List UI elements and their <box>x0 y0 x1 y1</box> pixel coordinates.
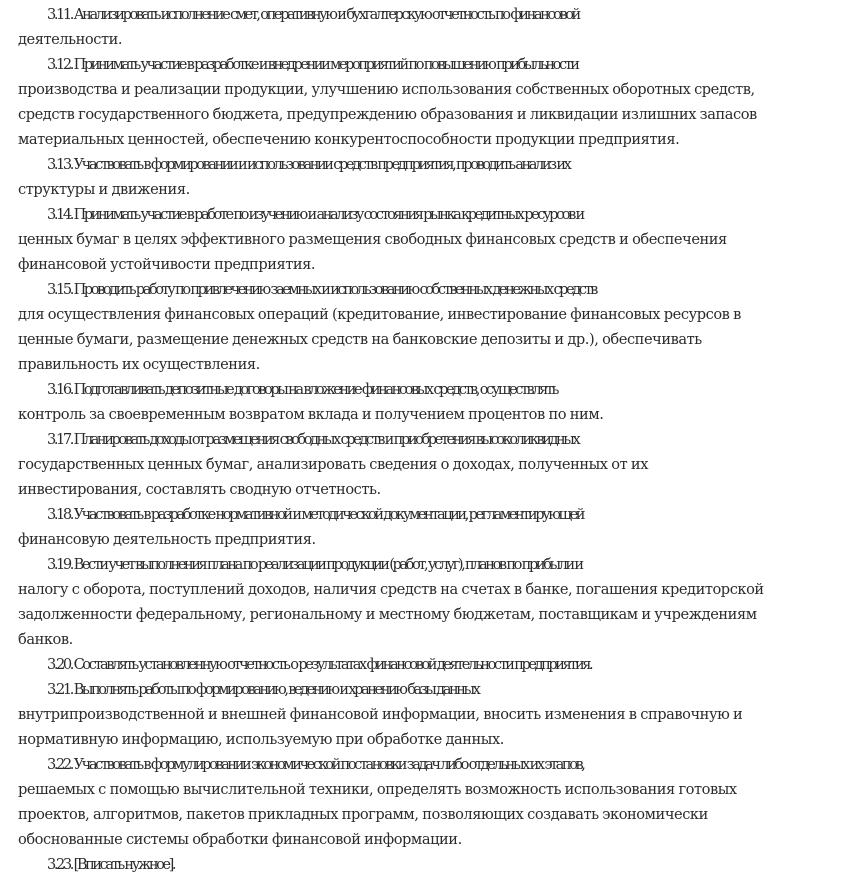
paragraph-line: 3.13. Участвовать в формировании и использовании средств предприятия, проводить анализ их <box>47 156 570 173</box>
paragraph-line: 3.21. Выполнять работы по формированию, ведению и хранению базы данных <box>47 681 479 698</box>
paragraph-line: 3.11. Анализировать исполнение смет, оперативную и бухгалтерскую отчетность по финансовой <box>47 6 579 23</box>
paragraph-line: 3.17. Планировать доходы от размещения свободных средств и приобретения высоколиквидных <box>47 431 579 448</box>
paragraph-line: производства и реализации продукции, улучшению использования собственных оборотных средств, <box>18 81 755 98</box>
paragraph-line: ценные бумаги, размещение денежных средств на банковские депозиты и др.), обеспечивать <box>18 331 702 348</box>
paragraph-line: задолженности федеральному, региональному и местному бюджетам, поставщикам и учреждениям <box>18 606 757 623</box>
paragraph-3-19 <box>18 552 860 652</box>
paragraph-line: деятельности. <box>18 31 123 48</box>
paragraph-line: решаемых с помощью вычислительной техники, определять возможность использования готовых <box>18 781 737 798</box>
paragraph-line: банков. <box>18 631 73 648</box>
paragraph-line: для осуществления финансовых операций (кредитование, инвестирование финансовых ресурсов в <box>18 306 741 323</box>
paragraph-3-23 <box>18 852 860 877</box>
paragraph-line: государственных ценных бумаг, анализировать сведения о доходах, полученных от их <box>18 456 648 473</box>
document-body <box>18 2 860 877</box>
paragraph-line: финансовую деятельность предприятия. <box>18 531 316 548</box>
paragraph-3-22 <box>18 752 860 852</box>
paragraph-3-15 <box>18 277 860 377</box>
paragraph-3-21 <box>18 677 860 752</box>
paragraph-line: обоснованные системы обработки финансовой информации. <box>18 831 462 848</box>
paragraph-line: налогу с оборота, поступлений доходов, наличия средств на счетах в банке, погашения кредиторской <box>18 581 764 598</box>
paragraph-line: 3.16. Подготавливать депозитные договоры на вложение финансовых средств, осуществлять <box>47 381 558 398</box>
paragraph-3-17 <box>18 427 860 502</box>
paragraph-line: правильность их осуществления. <box>18 356 260 373</box>
paragraph-3-12 <box>18 52 860 152</box>
paragraph-line: 3.15. Проводить работу по привлечению заемных и использованию собственных денежных средств <box>47 281 596 298</box>
paragraph-3-20 <box>18 652 860 677</box>
paragraph-3-16 <box>18 377 860 427</box>
paragraph-line: нормативную информацию, используемую при обработке данных. <box>18 731 504 748</box>
paragraph-3-11 <box>18 2 860 52</box>
paragraph-line: внутрипроизводственной и внешней финансовой информации, вносить изменения в справочную и <box>18 706 743 723</box>
paragraph-line: 3.23. [Вписать нужное]. <box>47 856 175 873</box>
paragraph-line: проектов, алгоритмов, пакетов прикладных программ, позволяющих создавать экономически <box>18 806 708 823</box>
paragraph-line: 3.14. Принимать участие в работе по изучению и анализу состояния рынка кредитных ресурсов и <box>47 206 583 223</box>
paragraph-line: 3.12. Принимать участие в разработке и внедрении мероприятий по повышению прибыльности <box>47 56 578 73</box>
paragraph-3-18 <box>18 502 860 552</box>
paragraph-line: 3.19. Вести учет выполнения плана по реализации продукции (работ, услуг), планов по прибыли и <box>47 556 582 573</box>
paragraph-line: материальных ценностей, обеспечению конкурентоспособности продукции предприятия. <box>18 131 680 148</box>
paragraph-line: средств государственного бюджета, предупреждению образования и ликвидации излишних запасов <box>18 106 757 123</box>
paragraph-line: структуры и движения. <box>18 181 190 198</box>
paragraph-3-13 <box>18 152 860 202</box>
paragraph-line: контроль за своевременным возвратом вклада и получением процентов по ним. <box>18 406 604 423</box>
paragraph-line: ценных бумаг в целях эффективного размещения свободных финансовых средств и обеспечения <box>18 231 727 248</box>
paragraph-line: 3.18. Участвовать в разработке нормативной и методической документации, регламентирующей <box>47 506 584 523</box>
paragraph-3-14 <box>18 202 860 277</box>
paragraph-line: 3.22. Участвовать в формулировании экономической постановки задач либо отдельных их этапов, <box>47 756 584 773</box>
paragraph-line: финансовой устойчивости предприятия. <box>18 256 316 273</box>
paragraph-line: инвестирования, составлять сводную отчетность. <box>18 481 381 498</box>
paragraph-line: 3.20. Составлять установленную отчетность о результатах финансовой деятельности предприятия. <box>47 656 592 673</box>
